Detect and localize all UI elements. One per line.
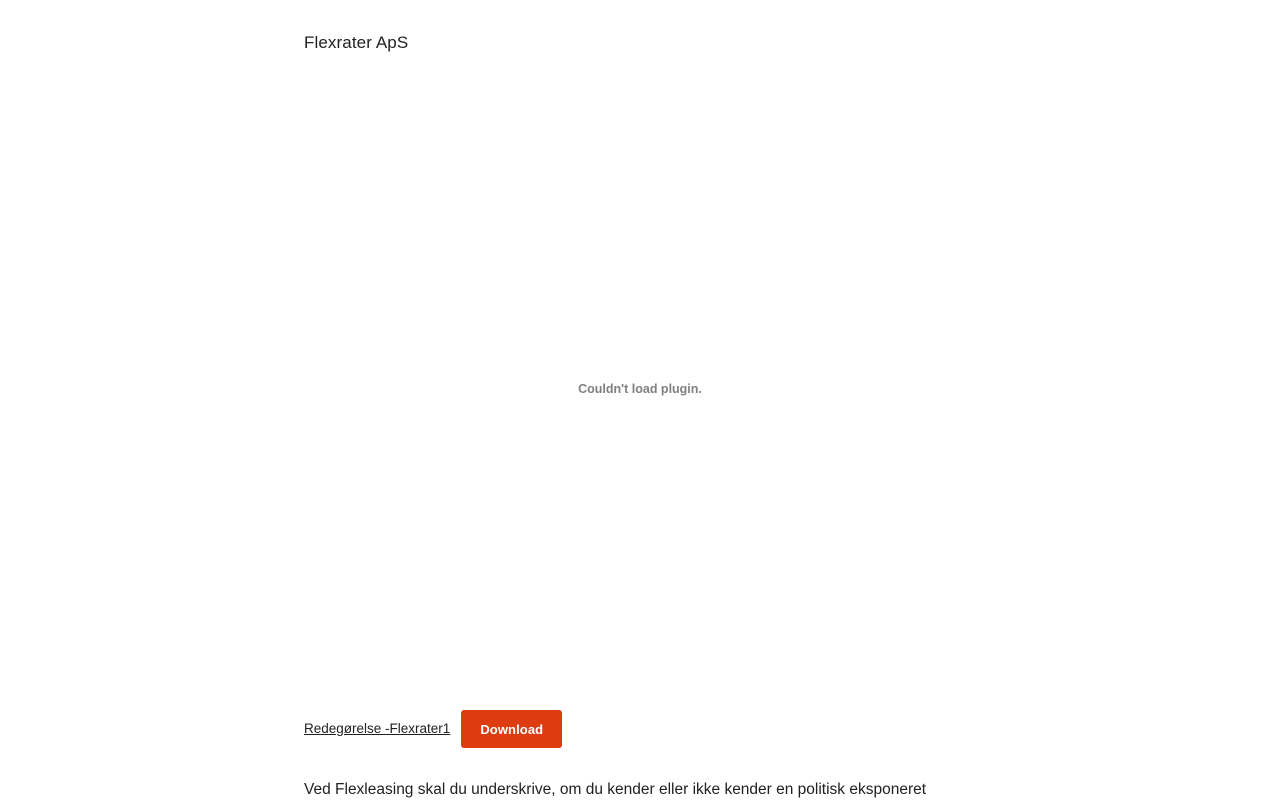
- document-actions: [304, 710, 562, 748]
- document-file-link[interactable]: Redegørelse -Flexrater1: [304, 721, 451, 736]
- page-title: Flexrater ApS: [304, 33, 409, 52]
- body-paragraph: Ved Flexleasing skal du underskrive, om du kender eller ikke kender en politisk eksponeret: [304, 781, 927, 798]
- download-button[interactable]: Download: [461, 710, 562, 748]
- plugin-error-message: Couldn't load plugin.: [578, 382, 702, 396]
- pdf-plugin-viewer[interactable]: [304, 70, 976, 690]
